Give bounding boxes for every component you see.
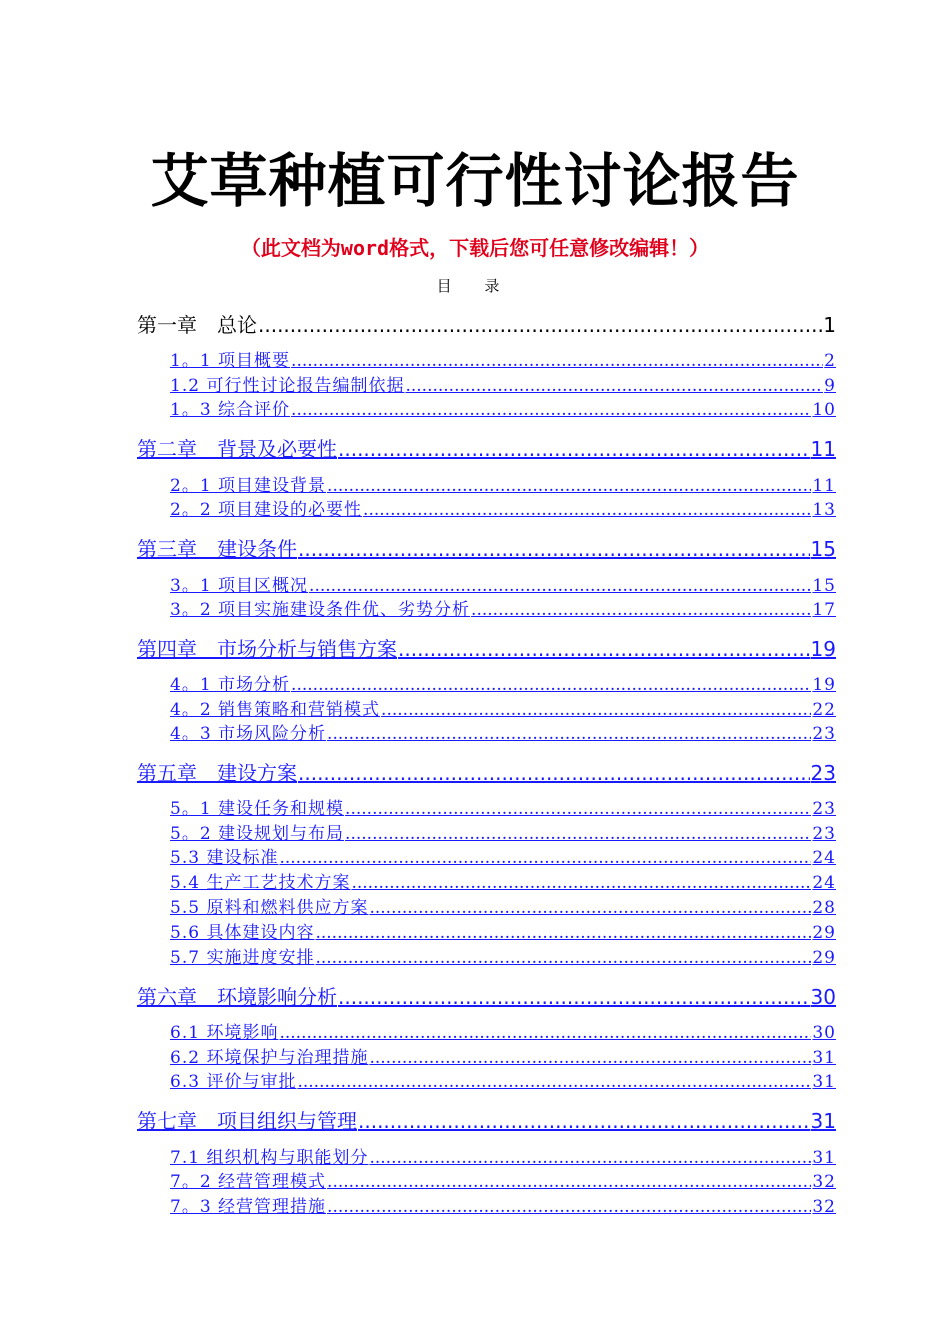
toc-section-entry[interactable]: [170, 1046, 836, 1070]
toc-entry-label: 7。3 经营管理措施: [170, 1197, 327, 1217]
document-subtitle: （此文档为word格式，下载后您可任意修改编辑！）: [240, 236, 710, 260]
toc-section-entry[interactable]: [170, 598, 836, 622]
toc-chapter-entry[interactable]: [137, 436, 836, 462]
toc-dot-leader: [291, 398, 811, 422]
toc-page-number: 28: [812, 898, 836, 918]
toc-page-number: 2: [824, 351, 836, 371]
toc-section-entry[interactable]: [170, 374, 836, 398]
toc-page-number: 30: [810, 985, 836, 1009]
toc-section-entry[interactable]: [170, 946, 836, 970]
toc-page-number: 23: [812, 824, 836, 844]
toc-dot-leader: [315, 946, 811, 970]
toc-section-entry[interactable]: [170, 797, 836, 821]
toc-entry-label: 5.3 建设标准: [170, 848, 279, 868]
toc-entry-label: 5。1 建设任务和规模: [170, 799, 345, 819]
toc-heading: 目 录: [436, 277, 514, 295]
toc-page-number: 15: [810, 537, 836, 561]
toc-page-number: 1: [823, 313, 836, 337]
toc-page-number: 24: [812, 848, 836, 868]
toc-page-number: 13: [812, 500, 836, 520]
toc-entry-label: 6.3 评价与审批: [170, 1072, 297, 1092]
toc-entry-label: 1.2 可行性讨论报告编制依据: [170, 376, 405, 396]
toc-section-entry[interactable]: [170, 1070, 836, 1094]
toc-entry-label: 第四章 市场分析与销售方案: [137, 637, 397, 661]
toc-dot-leader: [345, 822, 811, 846]
toc-section-entry[interactable]: [170, 574, 836, 598]
toc-chapter-entry[interactable]: [137, 760, 836, 786]
toc-dot-leader: [327, 1170, 811, 1194]
toc-dot-leader: [279, 846, 811, 870]
toc-section-entry[interactable]: [170, 921, 836, 945]
toc-dot-leader: [358, 1108, 810, 1134]
toc-page-number: 23: [812, 724, 836, 744]
toc-page-number: 31: [812, 1148, 836, 1168]
toc-dot-leader: [327, 474, 811, 498]
toc-page-number: 9: [824, 376, 836, 396]
toc-section-entry[interactable]: [170, 498, 836, 522]
toc-section-entry[interactable]: [170, 822, 836, 846]
toc-page-number: 31: [812, 1072, 836, 1092]
toc-entry-label: 4。3 市场风险分析: [170, 724, 327, 744]
toc-section-entry[interactable]: [170, 1170, 836, 1194]
toc-page-number: 19: [812, 675, 836, 695]
toc-section-entry[interactable]: [170, 896, 836, 920]
toc-section-entry[interactable]: [170, 1195, 836, 1219]
toc-dot-leader: [345, 797, 811, 821]
toc-entry-label: 3。2 项目实施建设条件优、劣势分析: [170, 600, 471, 620]
toc-dot-leader: [298, 536, 810, 562]
toc-dot-leader: [327, 722, 811, 746]
toc-dot-leader: [338, 984, 810, 1010]
toc-entry-label: 7。2 经营管理模式: [170, 1172, 327, 1192]
toc-section-entry[interactable]: [170, 722, 836, 746]
toc-chapter-entry[interactable]: [137, 1108, 836, 1134]
toc-section-entry[interactable]: [170, 698, 836, 722]
toc-entry-label: 5。2 建设规划与布局: [170, 824, 345, 844]
toc-page-number: 11: [810, 437, 836, 461]
toc-page-number: 32: [812, 1197, 836, 1217]
toc-page-number: 10: [812, 400, 836, 420]
toc-dot-leader: [369, 1146, 811, 1170]
toc-page-number: 31: [810, 1109, 836, 1133]
toc-dot-leader: [369, 1046, 811, 1070]
toc-section-entry[interactable]: [170, 1146, 836, 1170]
toc-entry-label: 7.1 组织机构与职能划分: [170, 1148, 369, 1168]
toc-chapter-entry[interactable]: [137, 312, 836, 338]
toc-section-entry[interactable]: [170, 673, 836, 697]
toc-dot-leader: [338, 436, 810, 462]
toc-dot-leader: [291, 349, 823, 373]
toc-entry-label: 第六章 环境影响分析: [137, 985, 337, 1009]
toc-dot-leader: [369, 896, 811, 920]
toc-page-number: 22: [812, 700, 836, 720]
toc-entry-label: 5.4 生产工艺技术方案: [170, 873, 351, 893]
toc-dot-leader: [291, 673, 811, 697]
toc-dot-leader: [381, 698, 811, 722]
document-title: 艾草种植可行性讨论报告: [150, 147, 800, 215]
toc-entry-label: 2。1 项目建设背景: [170, 476, 327, 496]
toc-page-number: 24: [812, 873, 836, 893]
toc-dot-leader: [471, 598, 811, 622]
toc-entry-label: 5.6 具体建设内容: [170, 923, 315, 943]
toc-entry-label: 第五章 建设方案: [137, 761, 297, 785]
toc-entry-label: 5.7 实施进度安排: [170, 948, 315, 968]
toc-dot-leader: [363, 498, 811, 522]
toc-chapter-entry[interactable]: [137, 984, 836, 1010]
toc-section-entry[interactable]: [170, 871, 836, 895]
toc-page-number: 30: [812, 1023, 836, 1043]
toc-dot-leader: [279, 1021, 811, 1045]
toc-entry-label: 3。1 项目区概况: [170, 576, 309, 596]
toc-page-number: 31: [812, 1048, 836, 1068]
toc-dot-leader: [315, 921, 811, 945]
toc-dot-leader: [351, 871, 811, 895]
toc-dot-leader: [298, 760, 810, 786]
toc-dot-leader: [297, 1070, 811, 1094]
toc-section-entry[interactable]: [170, 349, 836, 373]
toc-section-entry[interactable]: [170, 474, 836, 498]
toc-page-number: 29: [812, 923, 836, 943]
toc-chapter-entry[interactable]: [137, 536, 836, 562]
toc-entry-label: 1。3 综合评价: [170, 400, 291, 420]
toc-section-entry[interactable]: [170, 1021, 836, 1045]
toc-entry-label: 第二章 背景及必要性: [137, 437, 337, 461]
toc-dot-leader: [258, 312, 822, 338]
toc-page-number: 29: [812, 948, 836, 968]
toc-page-number: 23: [810, 761, 836, 785]
toc-page-number: 15: [812, 576, 836, 596]
toc-section-entry[interactable]: [170, 398, 836, 422]
toc-entry-label: 6.2 环境保护与治理措施: [170, 1048, 369, 1068]
toc-section-entry[interactable]: [170, 846, 836, 870]
toc-entry-label: 5.5 原料和燃料供应方案: [170, 898, 369, 918]
toc-page-number: 32: [812, 1172, 836, 1192]
toc-entry-label: 6.1 环境影响: [170, 1023, 279, 1043]
toc-entry-label: 4。2 销售策略和营销模式: [170, 700, 381, 720]
toc-page-number: 23: [812, 799, 836, 819]
toc-entry-label: 第一章 总论: [137, 313, 257, 337]
toc-dot-leader: [327, 1195, 811, 1219]
toc-dot-leader: [405, 374, 823, 398]
toc-entry-label: 第七章 项目组织与管理: [137, 1109, 357, 1133]
toc-entry-label: 4。1 市场分析: [170, 675, 291, 695]
toc-page-number: 17: [812, 600, 836, 620]
toc-dot-leader: [309, 574, 811, 598]
toc-entry-label: 1。1 项目概要: [170, 351, 291, 371]
toc-page-number: 11: [812, 476, 836, 496]
toc-entry-label: 2。2 项目建设的必要性: [170, 500, 363, 520]
toc-dot-leader: [398, 636, 810, 662]
toc-entry-label: 第三章 建设条件: [137, 537, 297, 561]
toc-page-number: 19: [810, 637, 836, 661]
toc-chapter-entry[interactable]: [137, 636, 836, 662]
